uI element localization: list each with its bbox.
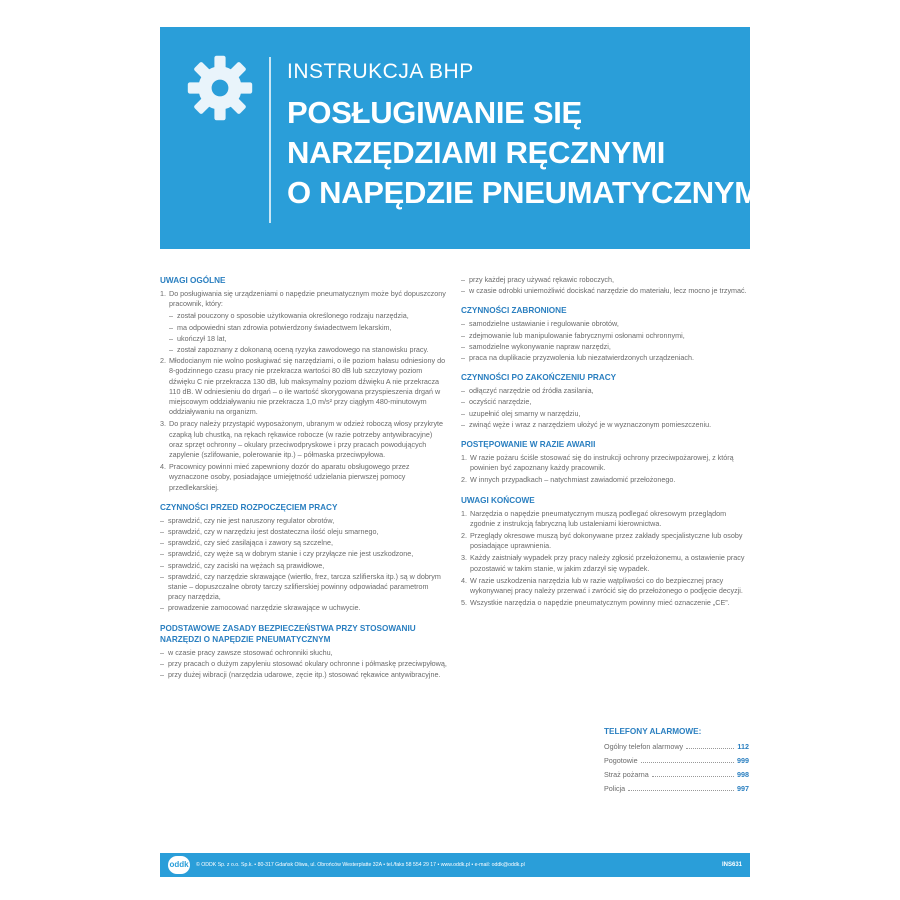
header-banner [160,27,760,249]
list-item: 1. Narzędzia o napędzie pneumatycznym muszą podlegać okresowym przeglądom zgodnie z instrukcją fabryczną lub ustaleniami kierownictwa. [461,508,727,528]
title-line-2: NARZĘDZIAMI RĘCZNYMI [287,135,666,170]
left-column [160,275,448,681]
phone-row: Straż pożarna 998 [604,770,749,779]
list-item: 4. W razie uszkodzenia narzędzia lub w razie wątpliwości co do bezpiecznej pracy wykonywanej pracy należy przerwać i zwrócić się do przełożonego o podjęcie decyzji. [461,575,743,596]
list-item: – sprawdzić, czy w narzędziu jest dostateczna ilość oleju smarnego, [160,527,448,537]
list-item: – sprawdzić, czy węże są w dobrym stanie i czy przyłącze nie jest uszkodzone, [160,549,448,559]
section-heading-forbidden: CZYNNOŚCI ZABRONIONE [461,306,567,316]
section-heading-before-work: CZYNNOŚCI PRZED ROZPOCZĘCIEM PRACY [160,502,338,512]
list-item: 2. W innych przypadkach – natychmiast zawiadomić przełożonego. [461,475,676,485]
list-item: – zwinąć węże i wraz z narzędziem ułożyć je w wyznaczonym pomieszczeniu. [461,420,747,430]
list-item: – przy każdej pracy używać rękawic roboczych, [461,275,747,285]
document-code: INS631 [721,862,742,868]
list-item: – przy pracach o dużym zapyleniu stosować okulary ochronne i półmaskę przeciwpyłową, [160,659,448,669]
list-item: – w czasie odrobki uniemożliwić dociskać narzędzie do materiału, lecz mocno je trzymać. [461,286,747,296]
footer-bar [160,853,750,877]
emergency-phones [604,727,749,797]
list-item: – prowadzenie zamocować narzędzie skrawające w uchwycie. [160,603,448,613]
list-item: – oczyścić narzędzie, [461,397,747,407]
phone-number: 997 [737,784,749,793]
list-item: – zdejmowanie lub manipulowanie fabrycznymi osłonami ochronnymi, [461,331,747,341]
sub-item: – został zapoznany z dokonaną oceną ryzyka zawodowego na stanowisku pracy. [160,345,448,355]
list-item: – samodzielne ustawianie i regulowanie obrotów, [461,319,747,329]
phone-number: 112 [737,742,749,751]
list-item: 2. Przeglądy okresowe muszą być dokonywane przez zakłady specjalistyczne lub osoby posiadające uprawnienia. [461,531,743,551]
list-item: 2. Młodocianym nie wolno posługiwać się narzędziami, o ile poziom hałasu odniesiony do 8-godzinnego czasu pracy nie przekracza wartości 80 dB lub szczytowy poziom dźwięku C nie przekracza 130 dB, lub maksymalny poziom dźwięku A nie przekracza 110 dB. W odniesieniu do drgań – o ile wartość skorygowana przyspieszenia drgań w miejscowym oddziaływaniu nie przekracza 1,0 m/s² przy ciągłym 480-minutowym oddziaływaniu na organizm. [160,356,446,417]
title-line-1: POSŁUGIWANIE SIĘ [287,95,582,130]
list-item: 1. W razie pożaru ściśle stosować się do instrukcji ochrony przeciwpożarowej, z którą powinien być zapoznany każdy pracownik. [461,453,734,473]
phone-row: Ogólny telefon alarmowy 112 [604,742,749,751]
header-divider [269,57,271,223]
list-item: – praca na duplikacie przyzwolenia lub niezatwierdzonych urządzeniach. [461,353,747,363]
list-item: 3. Każdy zaistniały wypadek przy pracy należy zgłosić przełożonemu, a ostawienie pracy pozostawić w takim stanie, w jakim zdarzył się wypadek. [461,553,745,573]
section-heading-safety-rules: PODSTAWOWE ZASADY BEZPIECZEŃSTWA PRZY STOSOWANIU NARZĘDZI O NAPĘDZIE PNEUMATYCZNYM [160,623,416,644]
list-item: 4. Pracownicy powinni mieć zapewniony dozór do aparatu obsługowego przez wyznaczone osoby, posiadające umiejętność udzielania pierwszej pomocy przedlekarskiej. [160,462,410,492]
list-item: – odłączyć narzędzie od źródła zasilania, [461,386,747,396]
phone-number: 999 [737,756,749,765]
phone-row: Pogotowie 999 [604,756,749,765]
list-item: – przy dużej wibracji (narzędzia udarowe, zęcie itp.) stosować rękawice antywibracyjne. [160,670,448,680]
list-item: – w czasie pracy zawsze stosować ochronniki słuchu, [160,648,448,658]
title-line-3: O NAPĘDZIE PNEUMATYCZNYM [287,175,760,210]
sub-item: – został pouczony o sposobie użytkowania określonego rodzaju narzędzia, [160,311,448,321]
list-item: – sprawdzić, czy sieć zasilająca i zawory są szczelne, [160,538,448,548]
document-label: INSTRUKCJA BHP [287,60,474,83]
list-item: – sprawdzić, czy narzędzie skrawające (wiertło, frez, tarcza szlifierska itp.) są w dobrym stanie – dopuszczalne obroty tarczy szlifierskiej powinny odpowiadać parametrom pracy narzędzia, [160,572,448,603]
section-heading-final-notes: UWAGI KOŃCOWE [461,495,535,505]
right-column [461,275,747,610]
list-item: – sprawdzić, czy nie jest naruszony regulator obrotów, [160,516,448,526]
list-item: 1. Do posługiwania się urządzeniami o napędzie pneumatycznym może być dopuszczony pracownik, który: [160,289,446,309]
list-item: 5. Wszystkie narzędzia o napędzie pneumatycznym powinny mieć oznaczenie „CE”. [461,598,730,608]
oddk-logo: oddk [168,856,190,874]
list-item: – uzupełnić olej smarny w narzędziu, [461,409,747,419]
sub-item: – ma odpowiedni stan zdrowia potwierdzony świadectwem lekarskim, [160,323,448,333]
footer-contact: © ODDK Sp. z o.o. Sp.k. • 80-317 Gdańsk Oliwa, ul. Obrońców Westerplatte 32A • tel./faks 58 554 29 17 • www.oddk.pl • e-mail: oddk@oddk.pl [196,862,525,868]
section-heading-emergency: POSTĘPOWANIE W RAZIE AWARII [461,440,596,450]
phones-heading: TELEFONY ALARMOWE: [604,727,702,736]
document-title [287,93,760,213]
sub-item: – ukończył 18 lat, [160,334,448,344]
gear-icon [185,53,255,123]
phone-row: Policja 997 [604,784,749,793]
list-item: – samodzielne wykonywanie napraw narzędzi, [461,342,747,352]
list-item: 3. Do pracy należy przystąpić wyposażonym, ubranym w odzież roboczą włosy przykryte czapką lub chustką, na rękach rękawice robocze (w razie potrzeby antywibracyjne) oraz sprzęt ochronny – okulary przeciwodpryskowe i przy pracach powodujących zapylenie (szlifowanie, polerowanie itp.) – półmaska przeciwpyłowa. [160,419,444,460]
section-heading-after-work: CZYNNOŚCI PO ZAKOŃCZENIU PRACY [461,373,617,383]
phone-number: 998 [737,770,749,779]
section-heading-general: UWAGI OGÓLNE [160,276,226,285]
list-item: – sprawdzić, czy zaciski na wężach są prawidłowe, [160,561,448,571]
instruction-sheet [160,27,760,877]
